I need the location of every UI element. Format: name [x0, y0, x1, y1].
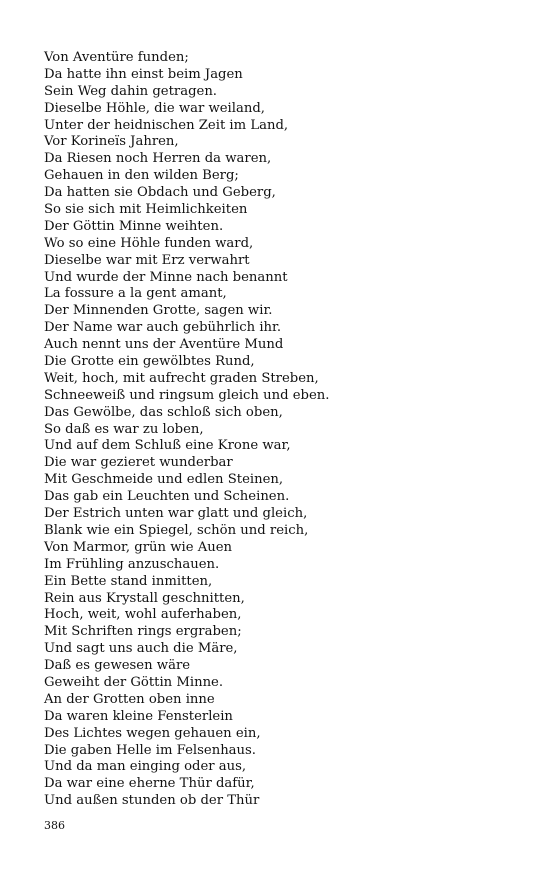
poem-line: Da waren kleine Fensterlein	[44, 708, 233, 724]
poem-line: Und außen stunden ob der Thür	[44, 793, 260, 809]
poem-line: Im Frühling anzuschauen.	[44, 556, 220, 572]
poem-line: Der Name war auch gebührlich ihr.	[44, 320, 282, 336]
poem-text	[44, 50, 329, 810]
poem-line: La fossure a la gent amant,	[44, 286, 227, 302]
poem-line: Schneeweiß und ringsum gleich und eben.	[44, 387, 330, 403]
poem-line: Ein Bette stand inmitten,	[44, 573, 213, 589]
poem-line: Vor Korineïs Jahren,	[44, 134, 179, 150]
poem-line: Das Gewölbe, das schloß sich oben,	[44, 404, 283, 420]
poem-line: An der Grotten oben inne	[44, 691, 215, 707]
poem-line: Des Lichtes wegen gehauen ein,	[44, 725, 261, 741]
poem-line: Und sagt uns auch die Märe,	[44, 641, 238, 657]
poem-line: Und wurde der Minne nach benannt	[44, 269, 288, 285]
poem-line: Der Estrich unten war glatt und gleich,	[44, 506, 308, 522]
poem-line: Die war gezieret wunderbar	[44, 455, 233, 471]
poem-line: Da hatten sie Obdach und Geberg,	[44, 185, 276, 201]
poem-line: Die gaben Helle im Felsenhaus.	[44, 742, 256, 758]
poem-line: Von Marmor, grün wie Auen	[44, 539, 233, 555]
poem-line: Da hatte ihn einst beim Jagen	[44, 66, 243, 82]
poem-line: Rein aus Krystall geschnitten,	[44, 590, 245, 606]
poem-line: Gehauen in den wilden Berg;	[44, 168, 239, 184]
poem-line: Daß es gewesen wäre	[44, 658, 191, 674]
poem-line: Da Riesen noch Herren da waren,	[44, 151, 272, 167]
poem-line: Und auf dem Schluß eine Krone war,	[44, 438, 291, 454]
poem-line: Mit Geschmeide und edlen Steinen,	[44, 472, 284, 488]
poem-line: Der Göttin Minne weihten.	[44, 218, 224, 234]
poem-line: Mit Schriften rings ergraben;	[44, 624, 242, 640]
poem-line: Sein Weg dahin getragen.	[44, 83, 218, 99]
poem-line: Auch nennt uns der Aventüre Mund	[44, 337, 284, 353]
poem-line: Unter der heidnischen Zeit im Land,	[44, 117, 289, 133]
poem-line: Dieselbe Höhle, die war weiland,	[44, 100, 265, 116]
poem-line: Weit, hoch, mit aufrecht graden Streben,	[44, 370, 319, 386]
poem-line: Da war eine eherne Thür dafür,	[44, 776, 255, 792]
poem-line: Geweiht der Göttin Minne.	[44, 674, 224, 690]
poem-line: Das gab ein Leuchten und Scheinen.	[44, 489, 290, 505]
poem-line: Die Grotte ein gewölbtes Rund,	[44, 354, 255, 370]
poem-line: Blank wie ein Spiegel, schön und reich,	[44, 522, 309, 538]
page-number: 386	[44, 819, 65, 832]
poem-line: Dieselbe war mit Erz verwahrt	[44, 252, 250, 268]
poem-line: Hoch, weit, wohl auferhaben,	[44, 607, 242, 623]
poem-line: Von Aventüre funden;	[44, 50, 189, 65]
poem-line: So daß es war zu loben,	[44, 421, 204, 437]
poem-line: Und da man einging oder aus,	[44, 759, 247, 775]
poem-line: So sie sich mit Heimlichkeiten	[44, 202, 248, 218]
poem-line: Der Minnenden Grotte, sagen wir.	[44, 303, 273, 319]
poem-line: Wo so eine Höhle funden ward,	[44, 235, 254, 251]
